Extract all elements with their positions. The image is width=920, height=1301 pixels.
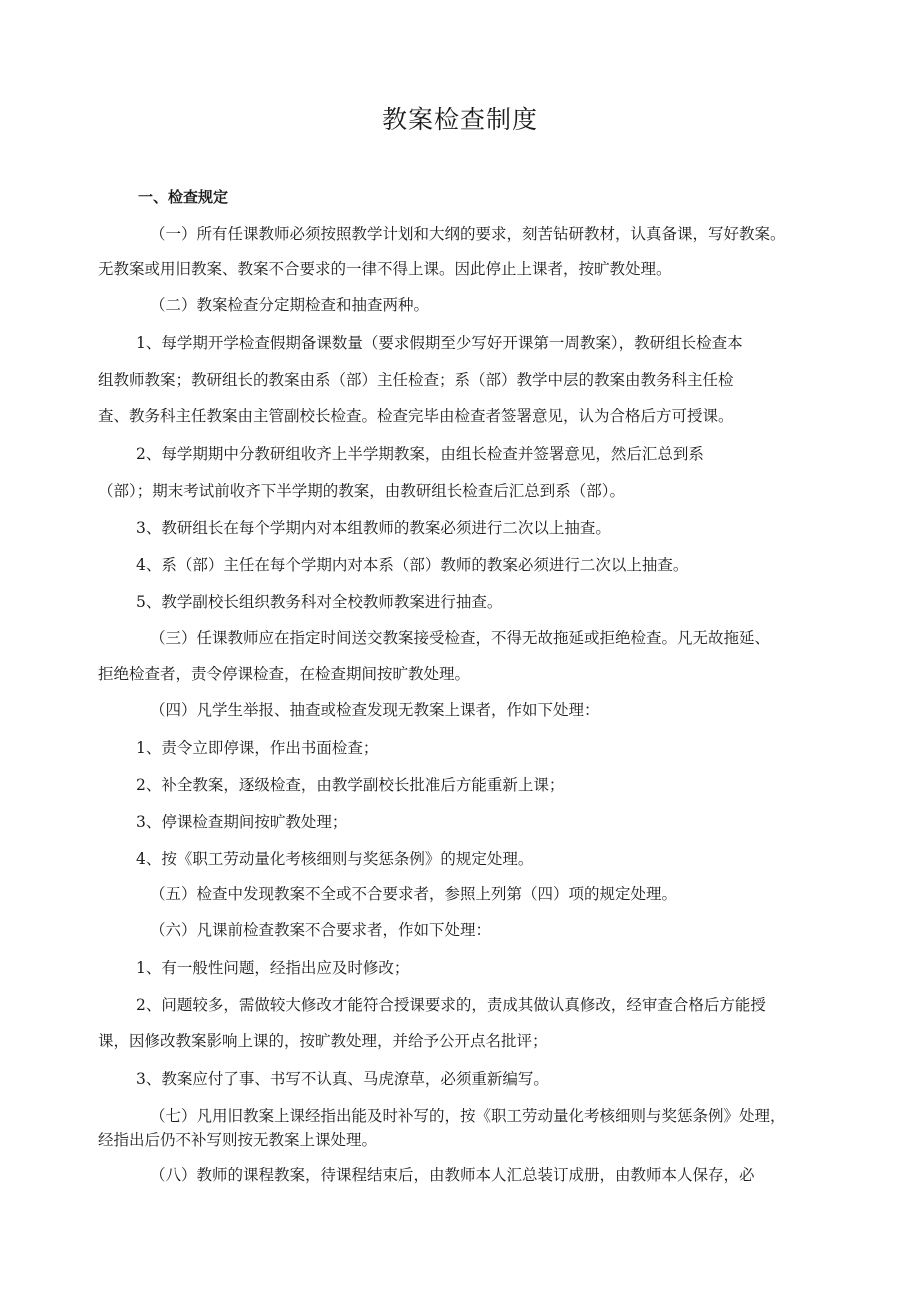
paragraph-line: （部）；期末考试前收齐下半学期的教案，由教研组长检查后汇总到系（部）。: [98, 482, 626, 500]
paragraph-line: 2、问题较多，需做较大修改才能符合授课要求的，责成其做认真修改，经审查合格后方能授: [136, 996, 766, 1014]
paragraph-line: （六）凡课前检查教案不合要求者，作如下处理：: [150, 921, 492, 939]
paragraph-line: 3、教研组长在每个学期内对本组教师的教案必须进行二次以上抽查。: [136, 519, 611, 537]
paragraph-line: 1、每学期开学检查假期备课数量（要求假期至少写好开课第一周教案），教研组长检查本: [136, 334, 743, 352]
paragraph-line: 1、责令立即停课，作出书面检查；: [136, 739, 379, 757]
paragraph-line: （三）任课教师应在指定时间送交教案接受检查，不得无故拖延或拒绝检查。凡无故拖延、: [150, 629, 771, 647]
paragraph-line: 3、教案应付了事、书写不认真、马虎潦草，必须重新编写。: [136, 1070, 549, 1088]
paragraph-line: 2、补全教案，逐级检查，由教学副校长批准后方能重新上课；: [136, 776, 565, 794]
document-title: 教案检查制度: [381, 105, 538, 134]
paragraph-line: （八）教师的课程教案，待课程结束后，由教师本人汇总装订成册，由教师本人保存，必: [150, 1166, 755, 1184]
section-heading: 一、检查规定: [138, 188, 229, 206]
paragraph-line: 1、有一般性问题，经指出应及时修改；: [136, 959, 410, 977]
paragraph-line: （四）凡学生举报、抽查或检查发现无教案上课者，作如下处理：: [150, 701, 600, 719]
paragraph-line: 4、系（部）主任在每个学期内对本系（部）教师的教案必须进行二次以上抽查。: [136, 556, 689, 574]
paragraph-line: 拒绝检查者，责令停课检查，在检查期间按旷教处理。: [98, 665, 471, 683]
paragraph-line: 经指出后仍不补写则按无教案上课处理。: [98, 1131, 378, 1149]
paragraph-line: （二）教案检查分定期检查和抽查两种。: [150, 296, 430, 314]
paragraph-line: 查、教务科主任教案由主管副校长检查。检查完毕由检查者签署意见，认为合格后方可授课。: [98, 407, 734, 425]
paragraph-line: 2、每学期期中分教研组收齐上半学期教案，由组长检查并签署意见，然后汇总到系: [136, 445, 704, 463]
paragraph-line: 3、停课检查期间按旷教处理；: [136, 813, 348, 831]
paragraph-line: 课，因修改教案影响上课的，按旷教处理，并给予公开点名批评；: [98, 1032, 548, 1050]
paragraph-line: 无教案或用旧教案、教案不合要求的一律不得上课。因此停止上课者，按旷教处理。: [98, 260, 672, 278]
paragraph-line: （一）所有任课教师必须按照教学计划和大纲的要求，刻苦钻研教材，认真备课，写好教案。: [150, 225, 786, 243]
paragraph-line: 4、按《职工劳动量化考核细则与奖惩条例》的规定处理。: [136, 850, 534, 868]
paragraph-line: 5、教学副校长组织教务科对全校教师教案进行抽查。: [136, 593, 503, 611]
paragraph-line: 组教师教案；教研组长的教案由系（部）主任检查；系（部）教学中层的教案由教务科主任检: [98, 371, 734, 389]
paragraph-line: （七）凡用旧教案上课经指出能及时补写的，按《职工劳动量化考核细则与奖惩条例》处理，: [150, 1107, 786, 1125]
paragraph-line: （五）检查中发现教案不全或不合要求者，参照上列第（四）项的规定处理。: [150, 885, 678, 903]
